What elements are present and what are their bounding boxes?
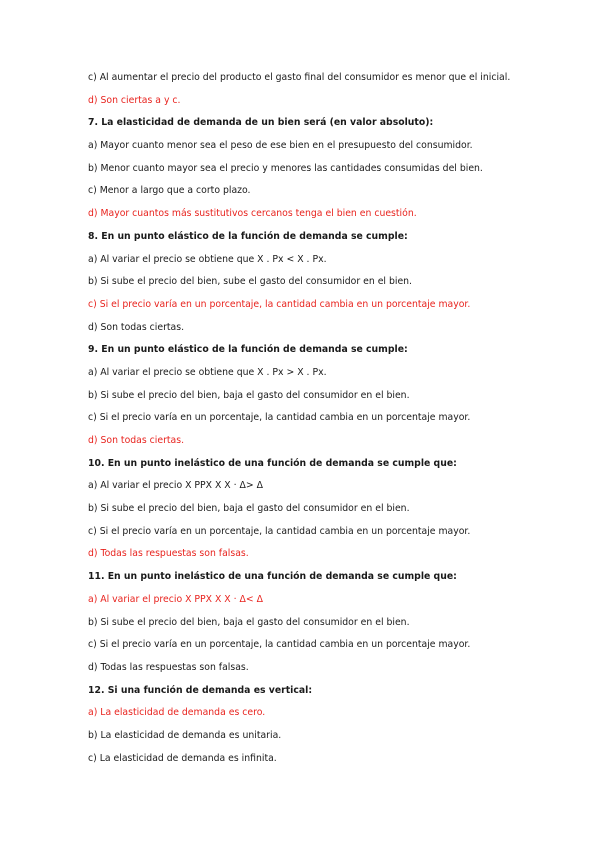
- answer-option-line: b) Menor cuanto mayor sea el precio y menores las cantidades consumidas del bien.: [88, 162, 483, 174]
- answer-option-line: a) Al variar el precio se obtiene que X . Px < X . Px.: [88, 253, 327, 265]
- answer-option-line: b) La elasticidad de demanda es unitaria.: [88, 729, 282, 741]
- answer-option-line: a) Al variar el precio se obtiene que X . Px > X . Px.: [88, 366, 327, 378]
- answer-option-line: d) Todas las respuestas son falsas.: [88, 661, 249, 673]
- answer-option-line: c) Si el precio varía en un porcentaje, la cantidad cambia en un porcentaje mayor.: [88, 639, 471, 651]
- answer-option-line: d) Son todas ciertas.: [88, 321, 185, 333]
- question-heading: 7. La elasticidad de demanda de un bien será (en valor absoluto):: [88, 117, 434, 129]
- answer-option-line: b) Si sube el precio del bien, baja el gasto del consumidor en el bien.: [88, 616, 410, 628]
- answer-option-line: b) Si sube el precio del bien, sube el gasto del consumidor en el bien.: [88, 276, 413, 288]
- answer-option-line: b) Si sube el precio del bien, baja el gasto del consumidor en el bien.: [88, 503, 410, 515]
- question-heading: 11. En un punto inelástico de una función de demanda se cumple que:: [88, 571, 457, 583]
- question-heading: 8. En un punto elástico de la función de demanda se cumple:: [88, 230, 408, 242]
- correct-answer-line: d) Son todas ciertas.: [88, 435, 185, 446]
- correct-answer-line: a) Al variar el precio X PPX X X · Δ< Δ: [88, 593, 263, 605]
- answer-option-line: a) Mayor cuanto menor sea el peso de ese bien en el presupuesto del consumidor.: [88, 140, 473, 152]
- answer-option-line: c) Al aumentar el precio del producto el gasto final del consumidor es menor que el inicial.: [88, 72, 511, 83]
- answer-option-line: c) Menor a largo que a corto plazo.: [88, 185, 251, 197]
- answer-option-line: c) La elasticidad de demanda es infinita.: [88, 752, 277, 764]
- question-heading: 10. En un punto inelástico de una función de demanda se cumple que:: [88, 457, 457, 469]
- question-heading: 12. Si una función de demanda es vertical:: [88, 684, 313, 696]
- correct-answer-line: c) Si el precio varía en un porcentaje, la cantidad cambia en un porcentaje mayor.: [88, 298, 471, 310]
- document-body: [88, 70, 588, 773]
- correct-answer-line: d) Son ciertas a y c.: [88, 94, 181, 106]
- correct-answer-line: a) La elasticidad de demanda es cero.: [88, 707, 266, 719]
- answer-option-line: c) Si el precio varía en un porcentaje, la cantidad cambia en un porcentaje mayor.: [88, 412, 471, 424]
- answer-option-line: a) Al variar el precio X PPX X X · Δ> Δ: [88, 480, 263, 492]
- answer-option-line: b) Si sube el precio del bien, baja el gasto del consumidor en el bien.: [88, 389, 410, 401]
- correct-answer-line: d) Todas las respuestas son falsas.: [88, 548, 249, 560]
- question-heading: 9. En un punto elástico de la función de demanda se cumple:: [88, 344, 408, 356]
- correct-answer-line: d) Mayor cuantos más sustitutivos cercanos tenga el bien en cuestión.: [88, 208, 417, 220]
- answer-option-line: c) Si el precio varía en un porcentaje, la cantidad cambia en un porcentaje mayor.: [88, 525, 471, 537]
